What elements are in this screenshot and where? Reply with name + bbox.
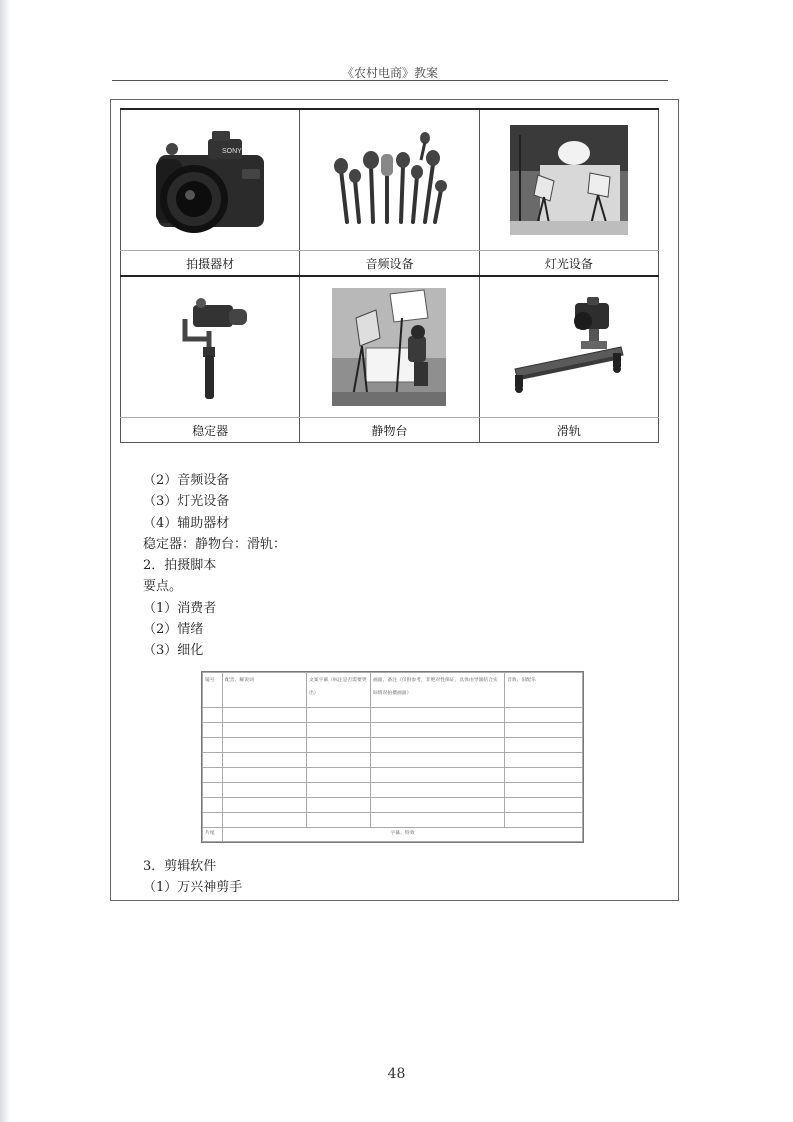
text-line: 要点。	[143, 579, 183, 595]
equipment-table	[120, 108, 659, 443]
section-title: 3．剪辑软件	[143, 859, 217, 874]
table-row	[203, 768, 583, 783]
scan-edge-shadow	[0, 0, 10, 1122]
equipment-label: 稳定器	[121, 418, 300, 443]
table-row	[203, 738, 583, 753]
svg-text:SONY: SONY	[222, 148, 242, 155]
script-header-voiceover: 配音、解说词	[223, 673, 307, 708]
script-header-caption: 文案字幕（标注是否需要突出）	[307, 673, 371, 708]
text-line: （1）消费者	[143, 600, 217, 616]
text-line: 稳定器：静物台：滑轨：	[143, 536, 287, 552]
equipment-cell-audio	[300, 109, 479, 251]
equipment-cell-lighting	[479, 109, 658, 251]
still-life-table-icon	[332, 288, 446, 406]
table-row	[203, 708, 583, 723]
equipment-cell-camera	[121, 109, 300, 251]
page-number: 48	[387, 1066, 406, 1082]
script-header-scene: 画面、备注（仅供参考，非绝对性保证，具体由导演结合实际情况拍摄画面）	[371, 673, 505, 708]
text-line: （3）灯光设备	[143, 494, 230, 510]
camera-slider-icon	[509, 297, 629, 397]
table-row	[203, 783, 583, 798]
page-header: 《农村电商》教案	[341, 66, 438, 80]
equipment-label: 拍摄器材	[121, 251, 300, 277]
table-row	[203, 753, 583, 768]
equipment-cell-slider	[479, 276, 658, 418]
shooting-script-table	[201, 671, 584, 843]
equipment-label: 静物台	[300, 418, 479, 443]
equipment-label: 灯光设备	[479, 251, 658, 277]
text-line: （2）情绪	[143, 622, 204, 638]
script-header-shot: 镜号	[203, 673, 223, 708]
body-text	[143, 470, 286, 662]
text-line: （1）万兴神剪手	[143, 880, 243, 896]
table-row	[203, 828, 583, 842]
text-line: （2）音频设备	[143, 473, 230, 488]
gimbal-stabilizer-icon	[165, 291, 255, 403]
table-row	[203, 813, 583, 828]
header-rule	[112, 80, 668, 81]
script-footer-end: 片尾	[203, 828, 223, 842]
script-header-sound: 音效、旧配乐	[505, 673, 583, 708]
equipment-label: 音频设备	[300, 251, 479, 277]
equipment-label: 滑轨	[479, 418, 658, 443]
text-line: （4）辅助器材	[143, 515, 230, 531]
section-3	[143, 856, 242, 899]
camera-icon	[150, 125, 270, 235]
script-footer-effects: 字幕、特效	[223, 828, 583, 842]
table-row	[203, 798, 583, 813]
equipment-cell-stabilizer	[121, 276, 300, 418]
microphones-icon	[329, 130, 449, 230]
equipment-cell-still-life	[300, 276, 479, 418]
text-line: （3）细化	[143, 643, 204, 659]
text-line: 2．拍摄脚本	[143, 558, 217, 574]
studio-lights-icon	[510, 125, 628, 235]
table-row	[203, 723, 583, 738]
